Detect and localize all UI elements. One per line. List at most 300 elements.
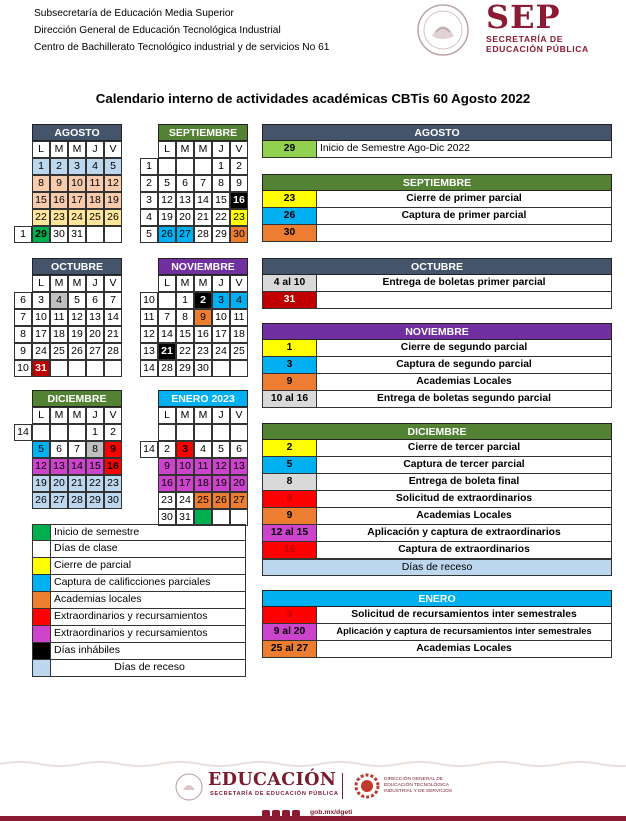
day-cell[interactable]: 2 xyxy=(230,158,248,175)
day-cell[interactable]: 7 xyxy=(68,441,86,458)
footer xyxy=(0,760,626,821)
day-cell[interactable] xyxy=(212,360,230,377)
day-cell[interactable]: 31 xyxy=(32,360,50,377)
day-cell[interactable]: 1 xyxy=(212,158,230,175)
panel-header: SEPTIEMBRE xyxy=(262,174,612,191)
day-cell[interactable]: 29 xyxy=(86,492,104,509)
day-cell[interactable]: 28 xyxy=(68,492,86,509)
day-cell[interactable]: 2 xyxy=(50,158,68,175)
activity-row[interactable] xyxy=(262,225,612,242)
day-cell[interactable]: 24 xyxy=(176,492,194,509)
activity-row[interactable] xyxy=(262,440,612,457)
day-cell[interactable]: 18 xyxy=(50,326,68,343)
day-cell[interactable]: 4 xyxy=(86,158,104,175)
weekday-spacer xyxy=(14,407,32,424)
activity-row[interactable] xyxy=(262,357,612,374)
header-line-3: Centro de Bachillerato Tecnológico industrial y de servicios No 61 xyxy=(34,42,330,53)
activity-text xyxy=(317,292,611,308)
day-cell[interactable]: 29 xyxy=(32,226,50,243)
legend-row xyxy=(32,575,246,592)
receso-row: Días de receso xyxy=(262,559,612,576)
day-cell[interactable]: 23 xyxy=(194,343,212,360)
header-lines xyxy=(34,5,329,56)
activity-text: Aplicación y captura de recursamientos inter semestrales xyxy=(336,626,592,636)
weekday-label: J xyxy=(86,407,104,424)
weekday-label: M xyxy=(176,275,194,292)
day-cell[interactable]: 12 xyxy=(68,309,86,326)
week-number xyxy=(140,424,158,441)
activity-date: 25 al 27 xyxy=(263,641,317,657)
activity-row[interactable] xyxy=(262,542,612,559)
legend-label: Inicio de semestre xyxy=(54,526,140,538)
day-cell[interactable]: 27 xyxy=(176,226,194,243)
activity-date: 4 al 10 xyxy=(263,275,317,291)
color-legend xyxy=(32,524,246,677)
legend-row xyxy=(32,626,246,643)
day-cell[interactable]: 28 xyxy=(104,343,122,360)
panel-enero xyxy=(262,590,612,658)
month-calendar-4 xyxy=(14,390,122,509)
sep-logo-word: SEP xyxy=(486,0,561,36)
day-cell[interactable] xyxy=(230,360,248,377)
weekday-label: J xyxy=(86,275,104,292)
day-cell[interactable]: 6 xyxy=(86,292,104,309)
header-line-2: Dirección General de Educación Tecnológica Industrial xyxy=(34,25,281,36)
activity-date: 26 xyxy=(263,208,317,224)
day-cell[interactable]: 15 xyxy=(86,458,104,475)
day-cell[interactable] xyxy=(50,424,68,441)
day-cell[interactable]: 27 xyxy=(230,492,248,509)
activity-date: 9 xyxy=(263,508,317,524)
legend-swatch xyxy=(33,525,51,540)
day-cell[interactable]: 27 xyxy=(86,343,104,360)
day-cell[interactable] xyxy=(86,360,104,377)
day-cell[interactable]: 5 xyxy=(212,441,230,458)
month-calendar-1 xyxy=(140,124,248,243)
weekday-spacer xyxy=(140,407,158,424)
day-cell[interactable] xyxy=(194,158,212,175)
day-cell[interactable]: 10 xyxy=(32,309,50,326)
day-cell[interactable]: 13 xyxy=(230,458,248,475)
day-cell[interactable]: 21 xyxy=(194,209,212,226)
activity-text: Solicitud de recursamientos inter semestrales xyxy=(351,609,577,620)
activity-text: Aplicación y captura de extraordinarios xyxy=(367,527,561,538)
day-cell[interactable]: 5 xyxy=(68,292,86,309)
day-cell[interactable]: 19 xyxy=(104,192,122,209)
day-cell[interactable]: 26 xyxy=(212,492,230,509)
weekday-label: L xyxy=(32,275,50,292)
activity-date: 29 xyxy=(263,141,317,157)
day-cell[interactable]: 8 xyxy=(176,309,194,326)
month-header: OCTUBRE xyxy=(32,258,122,275)
day-cell[interactable] xyxy=(86,226,104,243)
activity-row[interactable] xyxy=(262,292,612,309)
day-cell[interactable]: 22 xyxy=(86,475,104,492)
day-cell[interactable]: 9 xyxy=(104,441,122,458)
day-cell[interactable]: 24 xyxy=(212,343,230,360)
month-header: DICIEMBRE xyxy=(32,390,122,407)
month-calendar-5 xyxy=(140,390,248,526)
week-number: 13 xyxy=(140,343,158,360)
day-cell[interactable]: 16 xyxy=(104,458,122,475)
day-cell[interactable]: 20 xyxy=(176,209,194,226)
day-cell[interactable]: 1 xyxy=(86,424,104,441)
activity-row[interactable] xyxy=(262,641,612,658)
day-cell[interactable] xyxy=(176,424,194,441)
weekday-spacer xyxy=(140,275,158,292)
activity-row[interactable] xyxy=(262,275,612,292)
day-cell[interactable]: 5 xyxy=(104,158,122,175)
activity-row[interactable] xyxy=(262,208,612,225)
legend-swatch xyxy=(33,626,51,642)
week-number xyxy=(14,192,32,209)
month-calendar-0 xyxy=(14,124,122,243)
sep-logo xyxy=(486,0,606,54)
activity-row[interactable] xyxy=(262,624,612,641)
day-cell[interactable]: 9 xyxy=(158,458,176,475)
day-cell[interactable]: 21 xyxy=(104,326,122,343)
weekday-label: M xyxy=(194,275,212,292)
day-cell[interactable]: 10 xyxy=(176,458,194,475)
day-cell[interactable]: 13 xyxy=(50,458,68,475)
day-cell[interactable]: 26 xyxy=(104,209,122,226)
month-header: SEPTIEMBRE xyxy=(158,124,248,141)
day-cell[interactable] xyxy=(230,424,248,441)
day-cell[interactable]: 14 xyxy=(158,326,176,343)
day-cell[interactable]: 6 xyxy=(50,441,68,458)
day-cell[interactable]: 29 xyxy=(212,226,230,243)
day-cell[interactable]: 27 xyxy=(50,492,68,509)
day-cell[interactable]: 14 xyxy=(194,192,212,209)
footer-education-sub: SECRETARÍA DE EDUCACIÓN PÚBLICA xyxy=(210,791,339,797)
day-cell[interactable]: 12 xyxy=(212,458,230,475)
day-cell[interactable]: 16 xyxy=(194,326,212,343)
legend-row xyxy=(32,660,246,677)
day-cell[interactable]: 20 xyxy=(86,326,104,343)
day-cell[interactable]: 1 xyxy=(32,158,50,175)
day-cell[interactable]: 26 xyxy=(68,343,86,360)
day-cell[interactable]: 17 xyxy=(176,475,194,492)
weekday-label: J xyxy=(86,141,104,158)
day-cell[interactable]: 9 xyxy=(50,175,68,192)
footer-dgeti-text: DIRECCIÓN GENERAL DE EDUCACIÓN TECNOLÓGICA INDUSTRIAL Y DE SERVICIOS xyxy=(384,777,453,794)
legend-swatch xyxy=(33,592,51,608)
panel-header: NOVIEMBRE xyxy=(262,323,612,340)
day-cell[interactable] xyxy=(158,424,176,441)
week-number xyxy=(14,441,32,458)
day-cell[interactable]: 23 xyxy=(50,209,68,226)
activity-text: Captura de primer parcial xyxy=(401,210,527,221)
day-cell[interactable]: 15 xyxy=(32,192,50,209)
day-cell[interactable] xyxy=(32,424,50,441)
panel-header: DICIEMBRE xyxy=(262,423,612,440)
day-cell[interactable]: 19 xyxy=(158,209,176,226)
day-cell[interactable]: 20 xyxy=(50,475,68,492)
day-cell[interactable]: 18 xyxy=(86,192,104,209)
weekday-label: M xyxy=(68,141,86,158)
weekday-label: L xyxy=(32,141,50,158)
activity-row[interactable] xyxy=(262,340,612,357)
activity-text: Entrega de boleta final xyxy=(408,476,520,487)
day-cell[interactable]: 4 xyxy=(230,292,248,309)
day-cell[interactable] xyxy=(158,292,176,309)
day-cell[interactable]: 11 xyxy=(230,309,248,326)
day-cell[interactable]: 5 xyxy=(32,441,50,458)
activity-text: Entrega de boletas primer parcial xyxy=(382,277,546,288)
day-cell[interactable]: 3 xyxy=(212,292,230,309)
day-cell[interactable]: 30 xyxy=(194,360,212,377)
day-cell[interactable] xyxy=(158,158,176,175)
day-cell[interactable]: 25 xyxy=(50,343,68,360)
activity-date: 3 xyxy=(263,357,317,373)
week-number: 6 xyxy=(14,292,32,309)
day-cell[interactable]: 2 xyxy=(104,424,122,441)
footer-url[interactable]: gob.mx/dgeti xyxy=(310,809,353,816)
activity-row[interactable] xyxy=(262,374,612,391)
activity-date: 3 xyxy=(263,607,317,623)
day-cell[interactable]: 2 xyxy=(158,441,176,458)
activity-row[interactable] xyxy=(262,391,612,408)
week-number: 2 xyxy=(140,175,158,192)
activity-row[interactable] xyxy=(262,457,612,474)
activity-text: Academias Locales xyxy=(416,510,512,521)
day-cell[interactable]: 19 xyxy=(32,475,50,492)
day-cell[interactable]: 6 xyxy=(230,441,248,458)
weekday-spacer xyxy=(14,275,32,292)
week-number xyxy=(14,175,32,192)
activity-date: 12 al 15 xyxy=(263,525,317,541)
day-cell[interactable]: 3 xyxy=(176,441,194,458)
activity-text: Captura de tercer parcial xyxy=(403,459,525,470)
day-cell[interactable] xyxy=(212,424,230,441)
day-cell[interactable]: 3 xyxy=(68,158,86,175)
weekday-label: M xyxy=(176,141,194,158)
day-cell[interactable]: 24 xyxy=(68,209,86,226)
weekday-label: V xyxy=(230,407,248,424)
day-cell[interactable]: 25 xyxy=(230,343,248,360)
week-number: 4 xyxy=(140,209,158,226)
day-cell[interactable]: 23 xyxy=(104,475,122,492)
day-cell[interactable]: 23 xyxy=(158,492,176,509)
activity-row[interactable] xyxy=(262,508,612,525)
legend-label: Días de clase xyxy=(54,542,118,554)
activity-row[interactable] xyxy=(262,607,612,624)
legend-label: Extraordinarios y recursamientos xyxy=(54,627,208,639)
activity-row[interactable] xyxy=(262,491,612,508)
day-cell[interactable]: 14 xyxy=(104,309,122,326)
panel-header: ENERO xyxy=(262,590,612,607)
day-cell[interactable]: 22 xyxy=(32,209,50,226)
day-cell[interactable]: 3 xyxy=(32,292,50,309)
legend-label: Captura de calificciones parciales xyxy=(54,576,211,588)
day-cell[interactable]: 21 xyxy=(68,475,86,492)
calendar-corner xyxy=(140,258,158,275)
activity-row[interactable] xyxy=(262,474,612,491)
day-cell[interactable]: 15 xyxy=(212,192,230,209)
week-number xyxy=(14,492,32,509)
calendar-corner xyxy=(14,258,32,275)
legend-row xyxy=(32,558,246,575)
week-number xyxy=(14,458,32,475)
day-cell[interactable]: 8 xyxy=(32,175,50,192)
day-cell[interactable]: 16 xyxy=(158,475,176,492)
activity-text: Cierre de segundo parcial xyxy=(400,342,528,353)
day-cell[interactable]: 8 xyxy=(212,175,230,192)
day-cell[interactable] xyxy=(68,360,86,377)
activity-text: Inicio de Semestre Ago-Dic 2022 xyxy=(320,143,470,154)
day-cell[interactable] xyxy=(104,360,122,377)
week-number xyxy=(14,209,32,226)
weekday-spacer xyxy=(14,141,32,158)
legend-row xyxy=(32,592,246,609)
day-cell[interactable]: 21 xyxy=(158,343,176,360)
day-cell[interactable]: 25 xyxy=(194,492,212,509)
legend-swatch xyxy=(33,609,51,625)
day-cell[interactable]: 22 xyxy=(176,343,194,360)
day-cell[interactable]: 22 xyxy=(212,209,230,226)
day-cell[interactable]: 18 xyxy=(194,475,212,492)
day-cell[interactable]: 15 xyxy=(176,326,194,343)
day-cell[interactable]: 12 xyxy=(158,192,176,209)
day-cell[interactable]: 29 xyxy=(176,360,194,377)
day-cell[interactable]: 30 xyxy=(230,226,248,243)
day-cell[interactable] xyxy=(176,158,194,175)
legend-label: Días inhábiles xyxy=(54,644,120,656)
day-cell[interactable]: 26 xyxy=(158,226,176,243)
day-cell[interactable]: 4 xyxy=(50,292,68,309)
month-calendar-2 xyxy=(14,258,122,377)
dgeti-gear-icon xyxy=(354,773,380,799)
legend-swatch xyxy=(33,660,51,676)
day-cell[interactable]: 6 xyxy=(176,175,194,192)
legend-label: Cierre de parcial xyxy=(54,559,132,571)
day-cell[interactable]: 10 xyxy=(212,309,230,326)
day-cell[interactable] xyxy=(50,360,68,377)
week-number: 14 xyxy=(140,441,158,458)
day-cell[interactable]: 17 xyxy=(212,326,230,343)
week-number: 5 xyxy=(140,226,158,243)
panel-header: OCTUBRE xyxy=(262,258,612,275)
week-number xyxy=(140,492,158,509)
day-cell[interactable]: 1 xyxy=(176,292,194,309)
day-cell[interactable]: 16 xyxy=(230,192,248,209)
day-cell[interactable]: 9 xyxy=(194,309,212,326)
day-cell[interactable] xyxy=(68,424,86,441)
weekday-label: M xyxy=(194,407,212,424)
day-cell[interactable]: 11 xyxy=(194,458,212,475)
activity-row[interactable] xyxy=(262,191,612,208)
day-cell[interactable]: 30 xyxy=(50,226,68,243)
panel-agosto xyxy=(262,124,612,158)
day-cell[interactable]: 31 xyxy=(68,226,86,243)
day-cell[interactable]: 13 xyxy=(176,192,194,209)
day-cell[interactable]: 11 xyxy=(86,175,104,192)
activity-row[interactable] xyxy=(262,525,612,542)
day-cell[interactable]: 28 xyxy=(194,226,212,243)
day-cell[interactable]: 5 xyxy=(158,175,176,192)
activity-date: 30 xyxy=(263,225,317,241)
legend-swatch xyxy=(33,575,51,591)
calendar-corner xyxy=(14,390,32,407)
panel-diciembre xyxy=(262,423,612,576)
legend-swatch xyxy=(33,643,51,659)
day-cell[interactable]: 14 xyxy=(68,458,86,475)
month-header: NOVIEMBRE xyxy=(158,258,248,275)
day-cell[interactable]: 31 xyxy=(176,509,194,526)
day-cell[interactable]: 17 xyxy=(32,326,50,343)
calendar-corner xyxy=(140,390,158,407)
day-cell[interactable]: 12 xyxy=(104,175,122,192)
day-cell[interactable] xyxy=(104,226,122,243)
day-cell[interactable]: 11 xyxy=(50,309,68,326)
day-cell[interactable]: 18 xyxy=(230,326,248,343)
activity-row[interactable] xyxy=(262,141,612,158)
weekday-label: V xyxy=(104,407,122,424)
weekday-label: V xyxy=(230,275,248,292)
day-cell[interactable]: 17 xyxy=(68,192,86,209)
day-cell[interactable]: 20 xyxy=(230,475,248,492)
week-number: 11 xyxy=(140,309,158,326)
week-number xyxy=(140,458,158,475)
sep-logo-sub2: EDUCACIÓN PÚBLICA xyxy=(486,44,589,54)
weekday-label: L xyxy=(158,275,176,292)
day-cell[interactable]: 19 xyxy=(212,475,230,492)
legend-row xyxy=(32,609,246,626)
day-cell[interactable]: 19 xyxy=(68,326,86,343)
activity-date: 9 xyxy=(263,491,317,507)
day-cell[interactable]: 16 xyxy=(50,192,68,209)
day-cell[interactable]: 9 xyxy=(230,175,248,192)
calendar-corner xyxy=(140,124,158,141)
week-number xyxy=(14,158,32,175)
weekday-spacer xyxy=(140,141,158,158)
activity-date: 5 xyxy=(263,457,317,473)
day-cell[interactable]: 12 xyxy=(32,458,50,475)
week-number: 14 xyxy=(140,360,158,377)
mexico-seal-icon xyxy=(412,2,474,58)
day-cell[interactable]: 30 xyxy=(104,492,122,509)
day-cell[interactable]: 4 xyxy=(194,441,212,458)
footer-divider xyxy=(342,773,343,799)
week-number: 12 xyxy=(140,326,158,343)
day-cell[interactable]: 23 xyxy=(230,209,248,226)
weekday-label: M xyxy=(50,407,68,424)
week-number: 10 xyxy=(14,360,32,377)
day-cell[interactable]: 26 xyxy=(32,492,50,509)
day-cell[interactable]: 7 xyxy=(158,309,176,326)
day-cell[interactable]: 25 xyxy=(86,209,104,226)
legend-swatch xyxy=(33,558,51,574)
day-cell[interactable] xyxy=(194,424,212,441)
day-cell[interactable]: 30 xyxy=(158,509,176,526)
week-number: 7 xyxy=(14,309,32,326)
day-cell[interactable]: 7 xyxy=(194,175,212,192)
weekday-label: M xyxy=(50,275,68,292)
panel-septiembre xyxy=(262,174,612,242)
weekday-label: J xyxy=(212,141,230,158)
day-cell[interactable]: 10 xyxy=(68,175,86,192)
weekday-label: V xyxy=(104,141,122,158)
day-cell[interactable]: 2 xyxy=(194,292,212,309)
day-cell[interactable]: 13 xyxy=(86,309,104,326)
week-number: 8 xyxy=(14,326,32,343)
weekday-label: M xyxy=(176,407,194,424)
day-cell[interactable]: 24 xyxy=(32,343,50,360)
day-cell[interactable]: 28 xyxy=(158,360,176,377)
weekday-label: M xyxy=(68,407,86,424)
day-cell[interactable]: 7 xyxy=(104,292,122,309)
day-cell[interactable]: 8 xyxy=(86,441,104,458)
